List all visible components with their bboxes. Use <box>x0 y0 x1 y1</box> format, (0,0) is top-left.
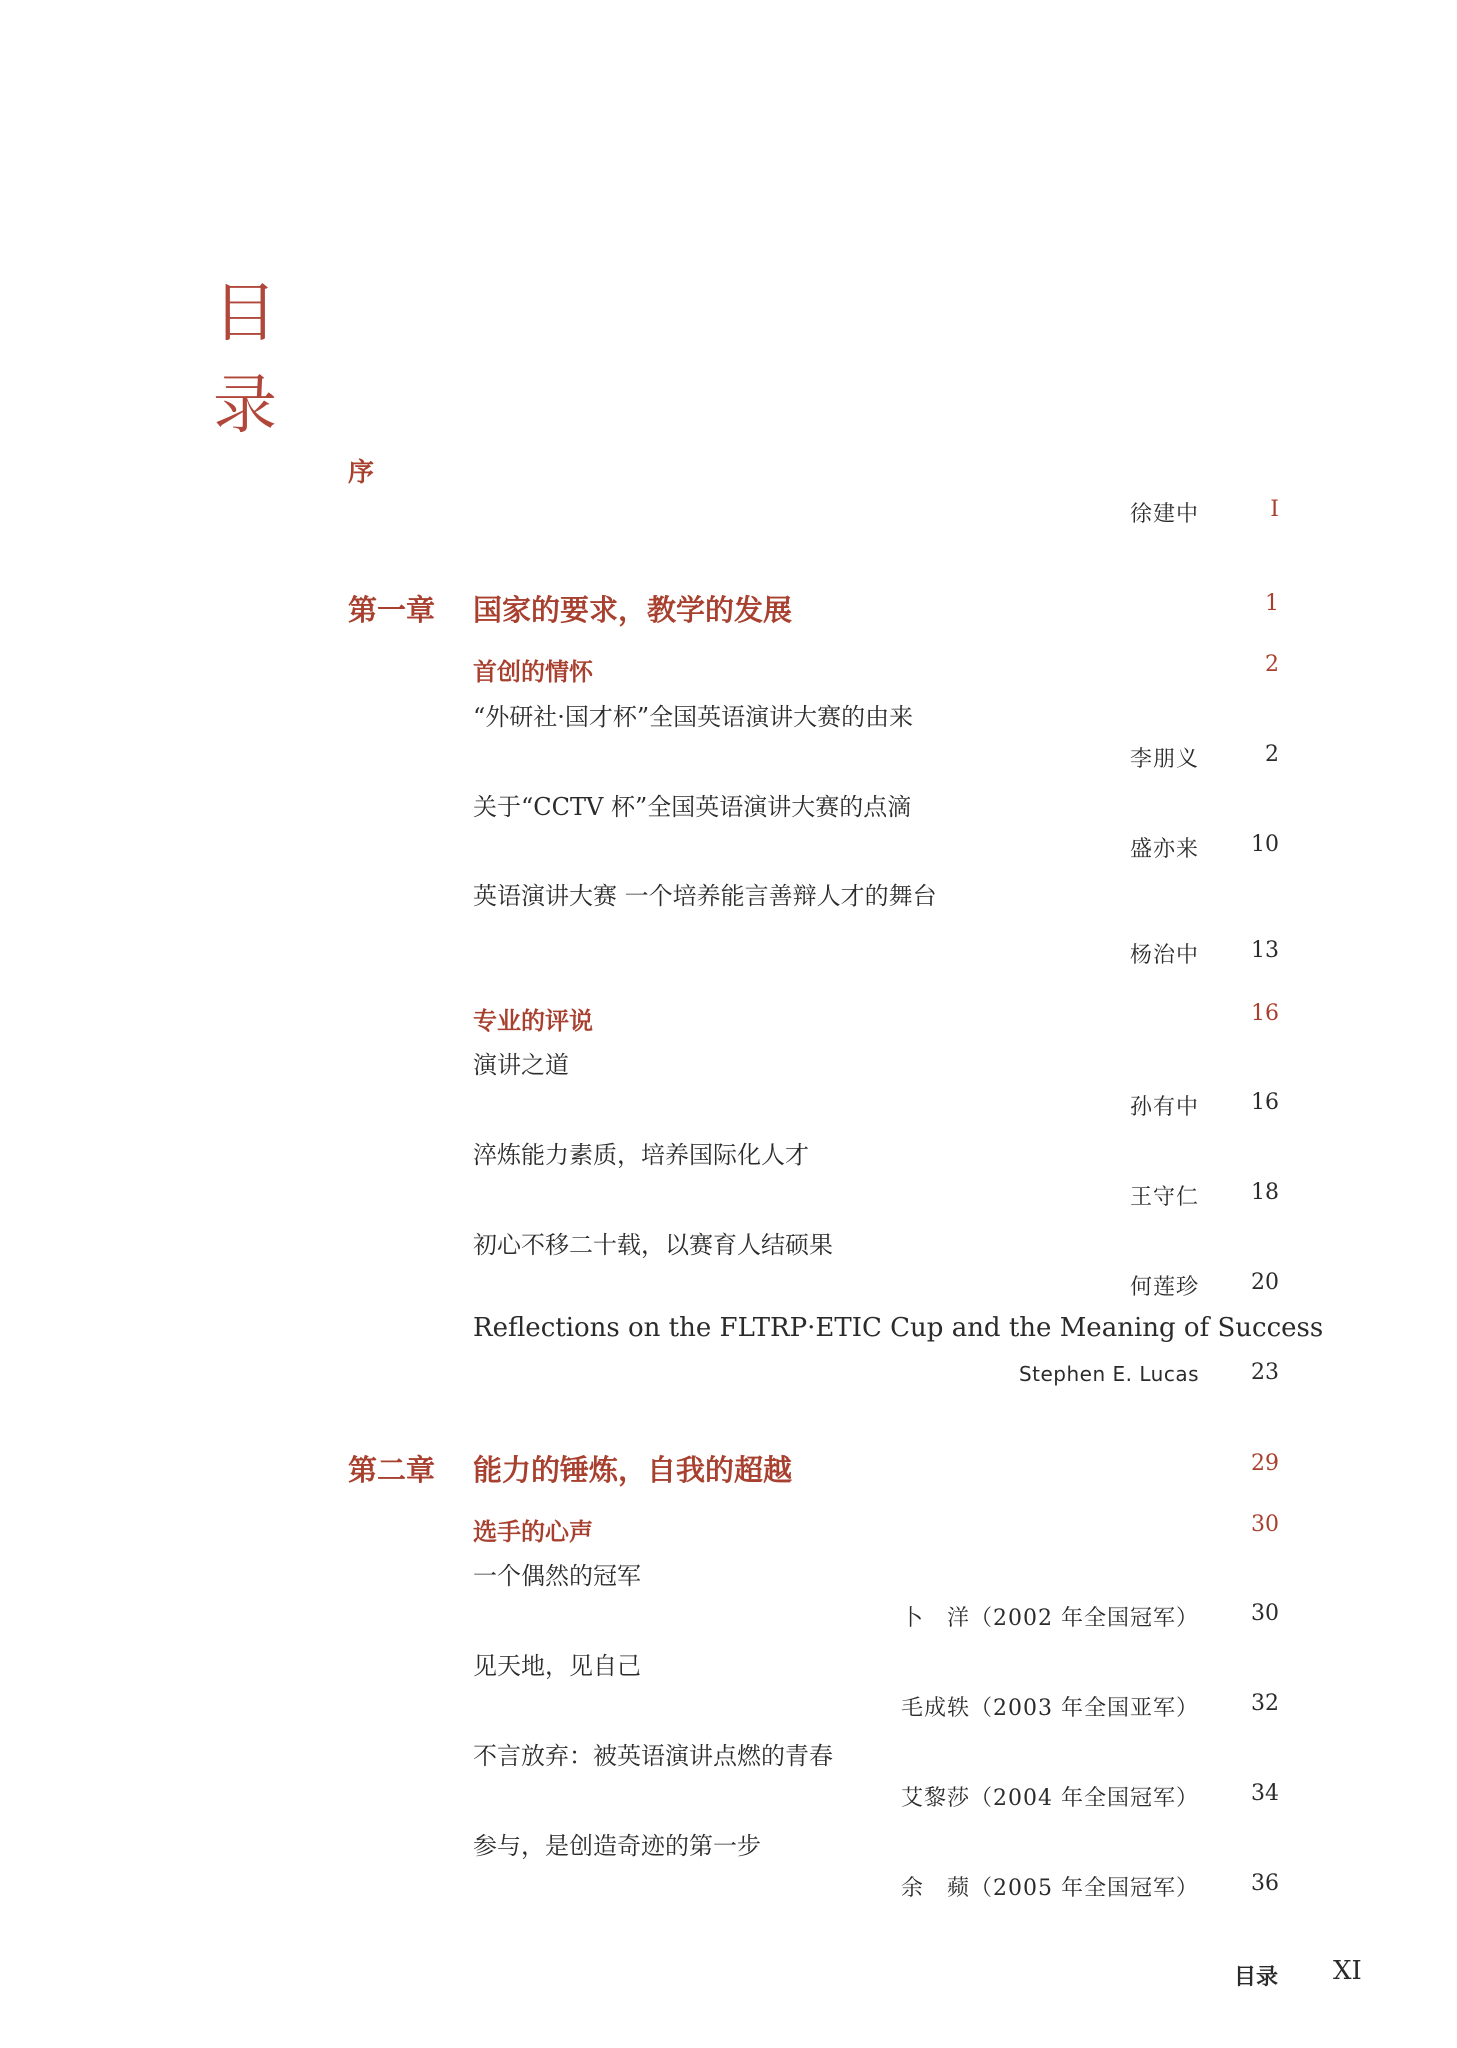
section-1-2-page[interactable]: 16 <box>1251 1001 1279 1026</box>
chapter-2-page[interactable]: 29 <box>1251 1451 1279 1476</box>
article-page[interactable]: 30 <box>1251 1601 1279 1626</box>
preface-label[interactable]: 序 <box>348 458 375 488</box>
article-page[interactable]: 34 <box>1251 1781 1279 1806</box>
article-title[interactable]: 初心不移二十载，以赛育人结硕果 <box>473 1231 833 1259</box>
article-author: 艾黎莎（2004 年全国冠军） <box>901 1786 1199 1811</box>
preface-author: 徐建中 <box>1129 502 1199 527</box>
article-page[interactable]: 16 <box>1251 1090 1279 1115</box>
footer-section-label: 目录 <box>1234 1964 1279 1990</box>
article-title[interactable]: 关于“CCTV 杯”全国英语演讲大赛的点滴 <box>473 793 912 821</box>
chapter-1-title[interactable]: 国家的要求，教学的发展 <box>473 593 793 627</box>
section-1-1-title[interactable]: 首创的情怀 <box>473 657 593 686</box>
section-2-1-page[interactable]: 30 <box>1251 1512 1279 1537</box>
article-author: 杨治中 <box>1129 943 1199 968</box>
article-page[interactable]: 32 <box>1251 1691 1279 1716</box>
footer-page-number: XI <box>1333 1956 1362 1986</box>
article-page[interactable]: 36 <box>1251 1871 1279 1896</box>
page-title-char-2: 录 <box>213 369 277 443</box>
article-author: 余 𬞟（2005 年全国冠军） <box>901 1876 1199 1901</box>
article-title[interactable]: 演讲之道 <box>473 1051 569 1079</box>
article-author: Stephen E. Lucas <box>1018 1362 1199 1386</box>
article-title[interactable]: 英语演讲大赛 一个培养能言善辩人才的舞台 <box>473 882 937 910</box>
article-title[interactable]: “外研社·国才杯”全国英语演讲大赛的由来 <box>473 703 914 731</box>
section-1-1-page[interactable]: 2 <box>1265 652 1279 677</box>
section-1-2-title[interactable]: 专业的评说 <box>473 1006 593 1035</box>
article-title[interactable]: 参与，是创造奇迹的第一步 <box>473 1832 761 1860</box>
article-page[interactable]: 10 <box>1251 832 1279 857</box>
chapter-1-label[interactable]: 第一章 <box>348 593 436 627</box>
article-page[interactable]: 23 <box>1251 1360 1279 1385</box>
article-author: 孙有中 <box>1129 1095 1199 1120</box>
preface-page[interactable]: I <box>1270 497 1279 522</box>
article-author: 何莲珍 <box>1129 1275 1199 1300</box>
article-author: 毛成轶（2003 年全国亚军） <box>901 1696 1199 1721</box>
article-author: 卜 洋（2002 年全国冠军） <box>901 1606 1199 1631</box>
chapter-2-title[interactable]: 能力的锤炼，自我的超越 <box>473 1453 793 1487</box>
article-title[interactable]: 淬炼能力素质，培养国际化人才 <box>473 1141 809 1169</box>
article-title[interactable]: 一个偶然的冠军 <box>473 1562 641 1590</box>
article-author: 王守仁 <box>1129 1185 1199 1210</box>
article-page[interactable]: 18 <box>1251 1180 1279 1205</box>
section-2-1-title[interactable]: 选手的心声 <box>473 1517 593 1546</box>
page-title <box>213 268 293 452</box>
page-title-char-1: 目 <box>213 277 277 351</box>
article-page[interactable]: 2 <box>1265 742 1279 767</box>
article-author: 李朋义 <box>1129 747 1199 772</box>
chapter-2-label[interactable]: 第二章 <box>348 1453 436 1487</box>
article-page[interactable]: 20 <box>1251 1270 1279 1295</box>
article-page[interactable]: 13 <box>1251 938 1279 963</box>
article-title[interactable]: 见天地，见自己 <box>473 1652 641 1680</box>
article-title[interactable]: Reflections on the FLTRP·ETIC Cup and the Meaning of Success <box>473 1313 1324 1343</box>
chapter-1-page[interactable]: 1 <box>1265 591 1279 616</box>
article-title[interactable]: 不言放弃：被英语演讲点燃的青春 <box>473 1742 833 1770</box>
article-author: 盛亦来 <box>1129 837 1199 862</box>
